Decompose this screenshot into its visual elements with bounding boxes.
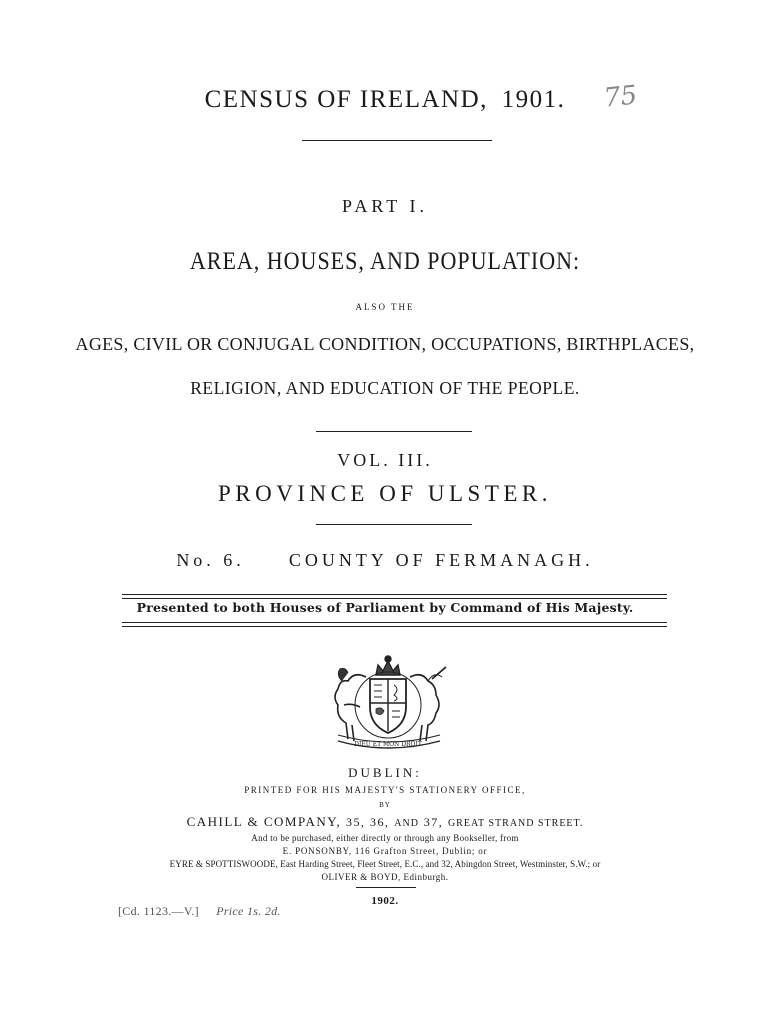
purchase-note: And to be purchased, either directly or through any Bookseller, from xyxy=(251,833,519,843)
printer-address-37: 37, xyxy=(423,815,444,829)
printed-by: PRINTED FOR HIS MAJESTY'S STATIONERY OFFICE, xyxy=(244,785,526,795)
divider xyxy=(316,524,472,525)
printer-street: GREAT STRAND STREET. xyxy=(447,818,584,829)
volume-heading: VOL. III. xyxy=(337,450,433,470)
by-label: BY xyxy=(379,801,391,809)
province-heading: PROVINCE OF ULSTER. xyxy=(217,481,553,506)
county-name: COUNTY OF FERMANAGH. xyxy=(288,550,594,570)
coat-motto: DIEU ET MON DROIT xyxy=(354,741,422,748)
divider xyxy=(122,594,667,595)
part-heading: PART I. xyxy=(342,196,428,216)
seller-ponsonby: E. PONSONBY, 116 Grafton Street, Dublin; or xyxy=(282,846,488,856)
ages-line: AGES, CIVIL OR CONJUGAL CONDITION, OCCUPATIONS, BIRTHPLACES, xyxy=(75,334,695,354)
divider xyxy=(122,626,667,627)
printer-line xyxy=(0,814,770,830)
printer-name: CAHILL & COMPANY, xyxy=(186,814,342,829)
divider xyxy=(302,140,492,141)
county-number: No. 6. xyxy=(176,550,245,570)
divider xyxy=(122,622,667,623)
also-the: ALSO THE xyxy=(355,302,415,312)
subtitle: AREA, HOUSES, AND POPULATION: xyxy=(189,246,581,275)
title-year: 1901. xyxy=(501,86,566,113)
and-label: AND xyxy=(394,818,419,829)
publication-year: 1902. xyxy=(371,895,399,907)
seller-oliver: OLIVER & BOYD, Edinburgh. xyxy=(321,872,449,882)
seller-eyre: EYRE & SPOTTISWOODE, East Harding Street, Fleet Street, E.C., and 32, Abingdon Street, Westminster, S.W.; or xyxy=(169,859,601,869)
religion-line: RELIGION, AND EDUCATION OF THE PEOPLE. xyxy=(190,378,580,398)
county-heading xyxy=(0,550,770,571)
command-paper-number: [Cd. 1123.—V.] xyxy=(118,904,199,918)
printer-address-nums: 35, 36, xyxy=(346,815,390,829)
title-main: CENSUS OF IRELAND, xyxy=(204,86,488,113)
divider xyxy=(122,598,667,599)
presented-line: Presented to both Houses of Parliament by Command of His Majesty. xyxy=(136,600,634,615)
divider xyxy=(316,431,472,432)
command-paper-line xyxy=(118,904,281,919)
divider xyxy=(356,887,416,888)
royal-coat-of-arms-icon xyxy=(308,645,468,750)
price: Price 1s. 2d. xyxy=(216,904,281,918)
imprint-city: DUBLIN: xyxy=(348,765,422,780)
handwritten-annotation: 75 xyxy=(602,80,639,114)
document-title xyxy=(0,86,770,114)
